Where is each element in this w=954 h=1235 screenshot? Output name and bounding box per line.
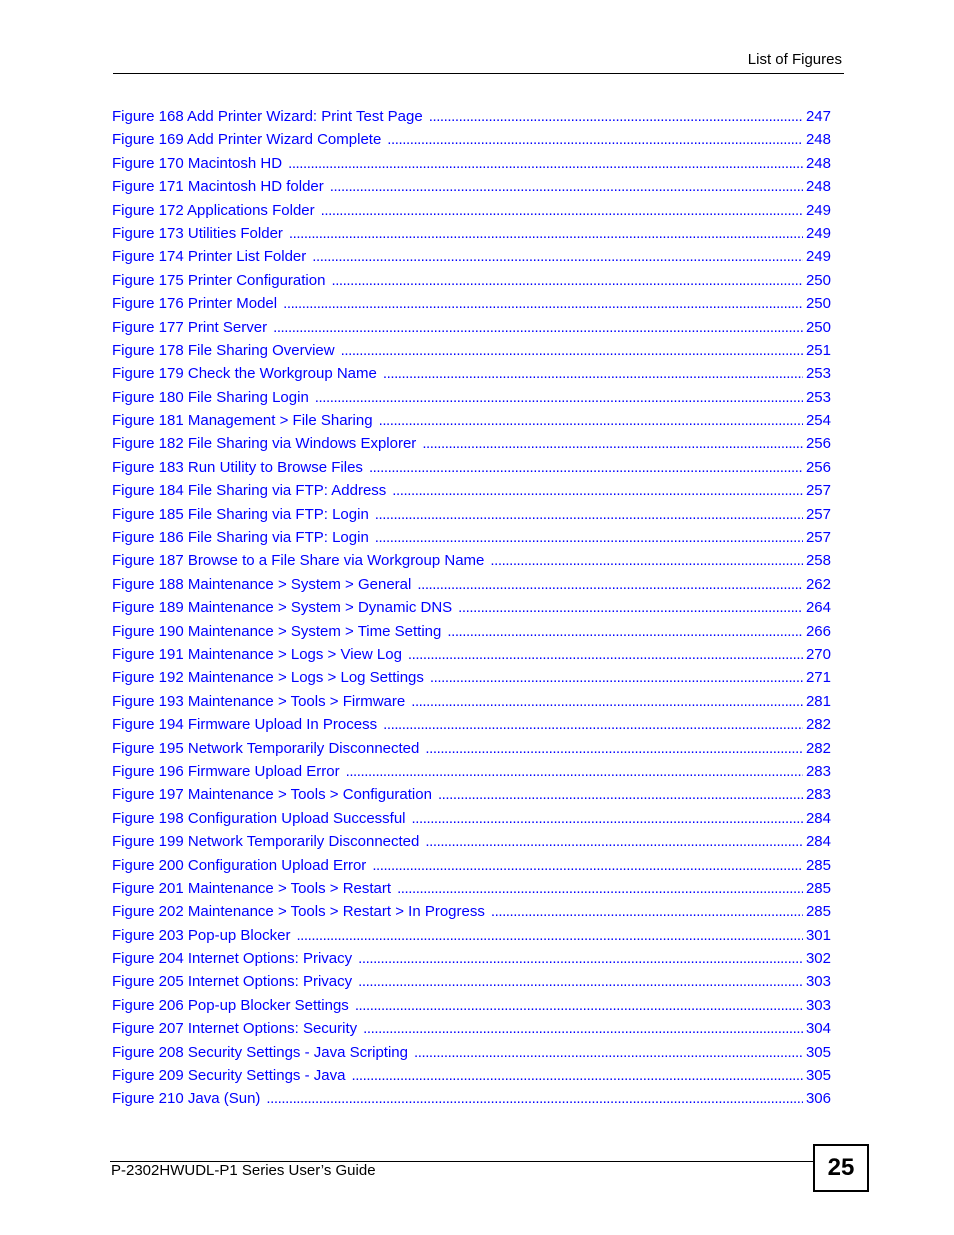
toc-entry-figure-203[interactable] (112, 924, 831, 947)
toc-entry-figure-190[interactable] (112, 620, 831, 643)
toc-entry-figure-174[interactable] (112, 245, 831, 268)
toc-entry-label: Figure 206 Pop-up Blocker Settings (112, 996, 349, 1014)
dot-leader (458, 596, 803, 619)
toc-entry-page: 253 (805, 388, 831, 406)
toc-entry-figure-192[interactable] (112, 666, 831, 689)
toc-entry-label: Figure 188 Maintenance > System > General (112, 575, 412, 593)
dot-leader (358, 970, 803, 993)
dot-leader (411, 690, 803, 713)
toc-entry-page: 302 (805, 950, 831, 968)
toc-entry-page: 249 (805, 248, 831, 266)
toc-entry-page: 284 (805, 833, 831, 851)
toc-entry-label: Figure 185 File Sharing via FTP: Login (112, 505, 369, 523)
dot-leader (438, 783, 803, 806)
dot-leader (296, 924, 803, 947)
toc-entry-label: Figure 186 File Sharing via FTP: Login (112, 529, 369, 547)
toc-entry-page: 248 (805, 154, 831, 172)
dot-leader (490, 549, 803, 572)
toc-entry-label: Figure 192 Maintenance > Logs > Log Settings (112, 669, 424, 687)
dot-leader (392, 479, 803, 502)
toc-entry-figure-199[interactable] (112, 830, 831, 853)
toc-entry-figure-210[interactable] (112, 1087, 831, 1110)
toc-entry-figure-193[interactable] (112, 690, 831, 713)
toc-entry-page: 271 (805, 669, 831, 687)
toc-entry-page: 249 (805, 224, 831, 242)
dot-leader (408, 643, 803, 666)
toc-entry-page: 266 (805, 622, 831, 640)
dot-leader (412, 807, 803, 830)
dot-leader (289, 222, 803, 245)
toc-entry-figure-189[interactable] (112, 596, 831, 619)
toc-entry-label: Figure 179 Check the Workgroup Name (112, 365, 377, 383)
toc-entry-figure-191[interactable] (112, 643, 831, 666)
toc-entry-figure-186[interactable] (112, 526, 831, 549)
toc-entry-label: Figure 194 Firmware Upload In Process (112, 716, 378, 734)
toc-entry-label: Figure 196 Firmware Upload Error (112, 762, 340, 780)
toc-entry-page: 285 (805, 879, 831, 897)
toc-entry-page: 251 (805, 341, 831, 359)
toc-entry-page: 258 (805, 552, 831, 570)
dot-leader (383, 362, 803, 385)
toc-entry-figure-184[interactable] (112, 479, 831, 502)
dot-leader (283, 292, 803, 315)
toc-entry-page: 247 (805, 108, 831, 125)
toc-entry-page: 256 (805, 435, 831, 453)
toc-entry-figure-175[interactable] (112, 269, 831, 292)
toc-entry-page: 248 (805, 178, 831, 196)
toc-entry-figure-176[interactable] (112, 292, 831, 315)
toc-entry-page: 303 (805, 996, 831, 1014)
toc-entry-figure-202[interactable] (112, 900, 831, 923)
toc-entry-figure-200[interactable] (112, 854, 831, 877)
dot-leader (266, 1087, 803, 1110)
dot-leader (425, 830, 803, 853)
toc-entry-figure-201[interactable] (112, 877, 831, 900)
dot-leader (447, 620, 803, 643)
toc-entry-figure-196[interactable] (112, 760, 831, 783)
dot-leader (288, 152, 803, 175)
dot-leader (351, 1064, 803, 1087)
toc-entry-figure-187[interactable] (112, 549, 831, 572)
toc-entry-label: Figure 210 Java (Sun) (112, 1090, 261, 1108)
toc-entry-figure-182[interactable] (112, 432, 831, 455)
toc-entry-label: Figure 176 Printer Model (112, 295, 278, 313)
toc-entry-label: Figure 173 Utilities Folder (112, 224, 283, 242)
toc-entry-page: 283 (805, 786, 831, 804)
toc-entry-figure-197[interactable] (112, 783, 831, 806)
list-of-figures (112, 105, 831, 1111)
toc-entry-label: Figure 207 Internet Options: Security (112, 1020, 358, 1038)
dot-leader (321, 199, 803, 222)
page-number: 25 (827, 1154, 855, 1181)
toc-entry-label: Figure 189 Maintenance > System > Dynamic DNS (112, 599, 453, 617)
toc-entry-label: Figure 200 Configuration Upload Error (112, 856, 367, 874)
toc-entry-page: 262 (805, 575, 831, 593)
toc-entry-figure-205[interactable] (112, 970, 831, 993)
toc-entry-label: Figure 180 File Sharing Login (112, 388, 309, 406)
dot-leader (430, 666, 803, 689)
toc-entry-label: Figure 195 Network Temporarily Disconnected (112, 739, 420, 757)
toc-entry-figure-169[interactable] (112, 128, 831, 151)
page-header-title: List of Figures (747, 51, 842, 68)
toc-entry-figure-178[interactable] (112, 339, 831, 362)
toc-entry-page: 301 (805, 926, 831, 944)
toc-entry-label: Figure 187 Browse to a File Share via Workgroup Name (112, 552, 485, 570)
toc-entry-label: Figure 190 Maintenance > System > Time Setting (112, 622, 442, 640)
dot-leader (425, 737, 803, 760)
toc-entry-page: 305 (805, 1067, 831, 1085)
toc-entry-page: 285 (805, 903, 831, 921)
dot-leader (397, 877, 803, 900)
toc-entry-label: Figure 209 Security Settings - Java (112, 1067, 346, 1085)
toc-entry-figure-206[interactable] (112, 994, 831, 1017)
toc-entry-figure-188[interactable] (112, 573, 831, 596)
toc-entry-label: Figure 171 Macintosh HD folder (112, 178, 324, 196)
toc-entry-page: 305 (805, 1043, 831, 1061)
dot-leader (379, 409, 803, 432)
page-number-box (813, 1144, 869, 1192)
toc-entry-label: Figure 191 Maintenance > Logs > View Log (112, 645, 402, 663)
toc-entry-page: 304 (805, 1020, 831, 1038)
toc-entry-label: Figure 178 File Sharing Overview (112, 341, 335, 359)
dot-leader (346, 760, 803, 783)
toc-entry-page: 250 (805, 318, 831, 336)
toc-entry-figure-204[interactable] (112, 947, 831, 970)
header-rule (113, 73, 844, 74)
toc-entry-label: Figure 193 Maintenance > Tools > Firmware (112, 692, 406, 710)
toc-entry-page: 264 (805, 599, 831, 617)
dot-leader (341, 339, 803, 362)
toc-entry-label: Figure 177 Print Server (112, 318, 268, 336)
toc-entry-figure-179[interactable] (112, 362, 831, 385)
dot-leader (372, 854, 803, 877)
toc-entry-figure-177[interactable] (112, 316, 831, 339)
dot-leader (369, 456, 803, 479)
toc-entry-figure-185[interactable] (112, 503, 831, 526)
toc-entry-figure-183[interactable] (112, 456, 831, 479)
toc-entry-figure-168[interactable] (112, 105, 831, 128)
toc-entry-label: Figure 170 Macintosh HD (112, 154, 283, 172)
toc-entry-figure-181[interactable] (112, 409, 831, 432)
toc-entry-figure-171[interactable] (112, 175, 831, 198)
toc-entry-figure-195[interactable] (112, 737, 831, 760)
toc-entry-page: 303 (805, 973, 831, 991)
toc-entry-label: Figure 175 Printer Configuration (112, 271, 326, 289)
dot-leader (429, 105, 803, 128)
toc-entry-label: Figure 205 Internet Options: Privacy (112, 973, 353, 991)
toc-entry-page: 250 (805, 271, 831, 289)
dot-leader (330, 175, 803, 198)
toc-entry-page: 283 (805, 762, 831, 780)
toc-entry-label: Figure 184 File Sharing via FTP: Address (112, 482, 387, 500)
toc-entry-page: 253 (805, 365, 831, 383)
toc-entry-page: 281 (805, 692, 831, 710)
dot-leader (422, 432, 803, 455)
toc-entry-page: 270 (805, 645, 831, 663)
toc-entry-page: 285 (805, 856, 831, 874)
toc-entry-label: Figure 201 Maintenance > Tools > Restart (112, 879, 392, 897)
dot-leader (331, 269, 803, 292)
dot-leader (387, 128, 803, 151)
toc-entry-figure-180[interactable] (112, 386, 831, 409)
dot-leader (363, 1017, 803, 1040)
dot-leader (375, 503, 803, 526)
toc-entry-page: 257 (805, 505, 831, 523)
dot-leader (273, 316, 803, 339)
dot-leader (383, 713, 803, 736)
toc-entry-label: Figure 183 Run Utility to Browse Files (112, 458, 363, 476)
toc-entry-page: 282 (805, 716, 831, 734)
toc-entry-label: Figure 197 Maintenance > Tools > Configuration (112, 786, 432, 804)
toc-entry-figure-208[interactable] (112, 1041, 831, 1064)
toc-entry-label: Figure 169 Add Printer Wizard Complete (112, 131, 382, 149)
toc-entry-figure-173[interactable] (112, 222, 831, 245)
toc-entry-figure-194[interactable] (112, 713, 831, 736)
toc-entry-page: 284 (805, 809, 831, 827)
toc-entry-label: Figure 203 Pop-up Blocker (112, 926, 291, 944)
toc-entry-page: 249 (805, 201, 831, 219)
toc-entry-label: Figure 208 Security Settings - Java Scripting (112, 1043, 408, 1061)
toc-entry-page: 250 (805, 295, 831, 313)
dot-leader (312, 245, 803, 268)
toc-entry-page: 282 (805, 739, 831, 757)
toc-entry-page: 257 (805, 482, 831, 500)
toc-entry-label: Figure 199 Network Temporarily Disconnected (112, 833, 420, 851)
toc-entry-label: Figure 204 Internet Options: Privacy (112, 950, 353, 968)
dot-leader (491, 900, 803, 923)
toc-entry-page: 256 (805, 458, 831, 476)
toc-entry-label: Figure 172 Applications Folder (112, 201, 315, 219)
dot-leader (358, 947, 803, 970)
dot-leader (355, 994, 803, 1017)
footer-guide-title: P-2302HWUDL-P1 Series User’s Guide (111, 1162, 376, 1179)
toc-entry-page: 257 (805, 529, 831, 547)
toc-entry-figure-172[interactable] (112, 199, 831, 222)
toc-entry-page: 306 (805, 1090, 831, 1108)
toc-entry-page: 248 (805, 131, 831, 149)
toc-entry-label: Figure 202 Maintenance > Tools > Restart > In Progress (112, 903, 485, 921)
toc-entry-figure-198[interactable] (112, 807, 831, 830)
dot-leader (417, 573, 803, 596)
toc-entry-figure-170[interactable] (112, 152, 831, 175)
toc-entry-label: Figure 198 Configuration Upload Successful (112, 809, 406, 827)
dot-leader (315, 386, 803, 409)
toc-entry-figure-209[interactable] (112, 1064, 831, 1087)
toc-entry-figure-207[interactable] (112, 1017, 831, 1040)
dot-leader (414, 1041, 803, 1064)
toc-entry-label: Figure 168 Add Printer Wizard: Print Test Page (112, 108, 423, 125)
toc-entry-label: Figure 182 File Sharing via Windows Explorer (112, 435, 417, 453)
toc-entry-label: Figure 174 Printer List Folder (112, 248, 307, 266)
toc-entry-label: Figure 181 Management > File Sharing (112, 412, 373, 430)
toc-entry-page: 254 (805, 412, 831, 430)
dot-leader (375, 526, 803, 549)
